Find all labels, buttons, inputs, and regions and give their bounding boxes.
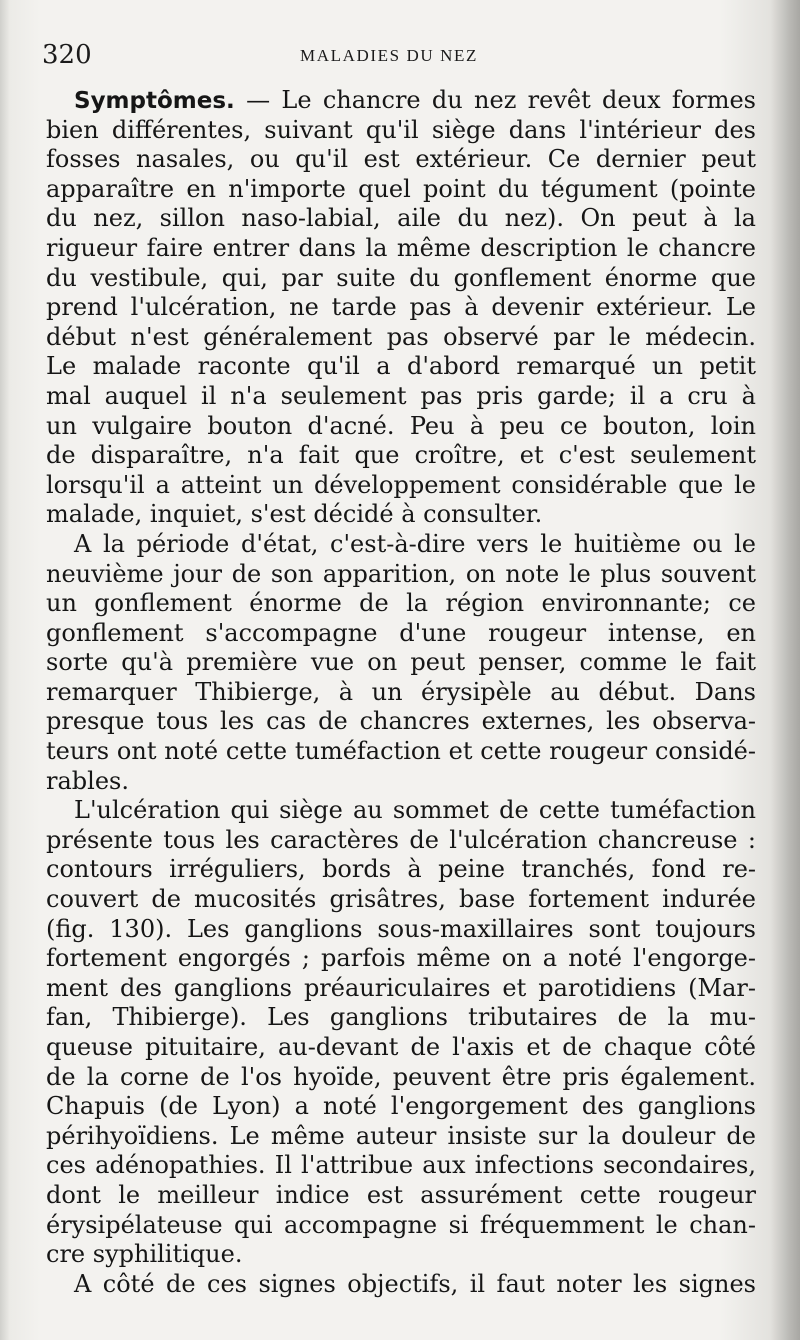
text-line: contours irréguliers, bords à peine tranchés, fond re- [46,855,756,884]
text-line: neuvième jour de son apparition, on note le plus souvent [46,559,756,588]
text-line: mal auquel il n'a seulement pas pris garde; il a cru à [46,381,756,410]
text-line: rigueur faire entrer dans la même description le chancre [46,233,756,262]
paragraph-periode-etat [46,530,756,796]
text-line: un gonflement énorme de la région environnante; ce [46,589,756,618]
text-line: queuse pituitaire, au-devant de l'axis et de chaque côté [46,1033,756,1061]
text-line: remarquer Thibierge, à un érysipèle au début. Dans [46,677,756,706]
text-line: rables. [46,766,129,795]
text-line-rest: — Le chancre du nez revêt deux formes [234,86,756,114]
paragraph-symptomes [46,86,756,530]
text-line: Chapuis (de Lyon) a noté l'engorgement des ganglions [46,1092,756,1121]
text-line: sorte qu'à première vue on peut penser, comme le fait [46,648,756,677]
text-line: lorsqu'il a atteint un développement considérable que le [46,470,756,499]
text-line: A la période d'état, c'est-à-dire vers le huitième ou le [74,529,756,558]
text-line: presque tous les cas de chancres externes, les observa- [46,707,756,736]
text-line: un vulgaire bouton d'acné. Peu à peu ce bouton, loin [46,411,756,440]
text-line: ment des ganglions préauriculaires et parotidiens (Mar- [46,973,756,1002]
text-line: périhyoïdiens. Le même auteur insiste sur la douleur de [46,1121,756,1150]
text-line [46,86,756,116]
text-line: teurs ont noté cette tuméfaction et cette rougeur considé- [46,737,756,766]
text-line: A côté de ces signes objectifs, il faut noter les signes [74,1269,756,1298]
text-line: (fig. 130). Les ganglions sous-maxillaires sont toujours [46,914,756,943]
text-line: ces adénopathies. Il l'attribue aux infections secondaires, [46,1151,756,1180]
text-line: Le malade raconte qu'il a d'abord remarqué un petit [46,352,756,381]
text-line: présente tous les caractères de l'ulcération chancreuse : [46,825,756,854]
paragraph-signes [46,1270,756,1300]
text-line: de la corne de l'os hyoïde, peuvent être pris également. [46,1062,756,1091]
text-line: érysipélateuse qui accompagne si fréquemment le chan- [46,1210,756,1239]
text-line: couvert de mucosités grisâtres, base fortement indurée [46,885,756,914]
text-line: du nez, sillon naso-labial, aile du nez). On peut à la [46,204,756,233]
paragraph-ulceration [46,796,756,1270]
text-line: fan, Thibierge). Les ganglions tributaires de la mu- [46,1003,756,1032]
text-line: apparaître en n'importe quel point du tégument (pointe [46,174,756,203]
text-line: fosses nasales, ou qu'il est extérieur. Ce dernier peut [46,145,756,174]
text-line: fortement engorgés ; parfois même on a noté l'engorge- [46,944,756,973]
text-line: cre syphilitique. [46,1240,243,1269]
text-line: dont le meilleur indice est assurément cette rougeur [46,1180,756,1209]
page-number: 320 [42,40,92,70]
text-line: de disparaître, n'a fait que croître, et c'est seulement [46,441,756,470]
text-line: malade, inquiet, s'est décidé à consulter. [46,500,543,529]
text-line: du vestibule, qui, par suite du gonflement énorme que [46,263,756,292]
text-line: bien différentes, suivant qu'il siège dans l'intérieur des [46,115,756,144]
text-line: L'ulcération qui siège au sommet de cette tuméfaction [74,796,756,825]
page-header [0,38,800,74]
text-line: prend l'ulcération, ne tarde pas à devenir extérieur. Le [46,293,756,322]
text-line: début n'est généralement pas observé par le médecin. [46,322,756,351]
running-head: MALADIES DU NEZ [300,46,478,65]
section-lead: Symptômes. [74,88,235,114]
body-text [46,86,756,1299]
text-line: gonflement s'accompagne d'une rougeur intense, en [46,618,756,647]
